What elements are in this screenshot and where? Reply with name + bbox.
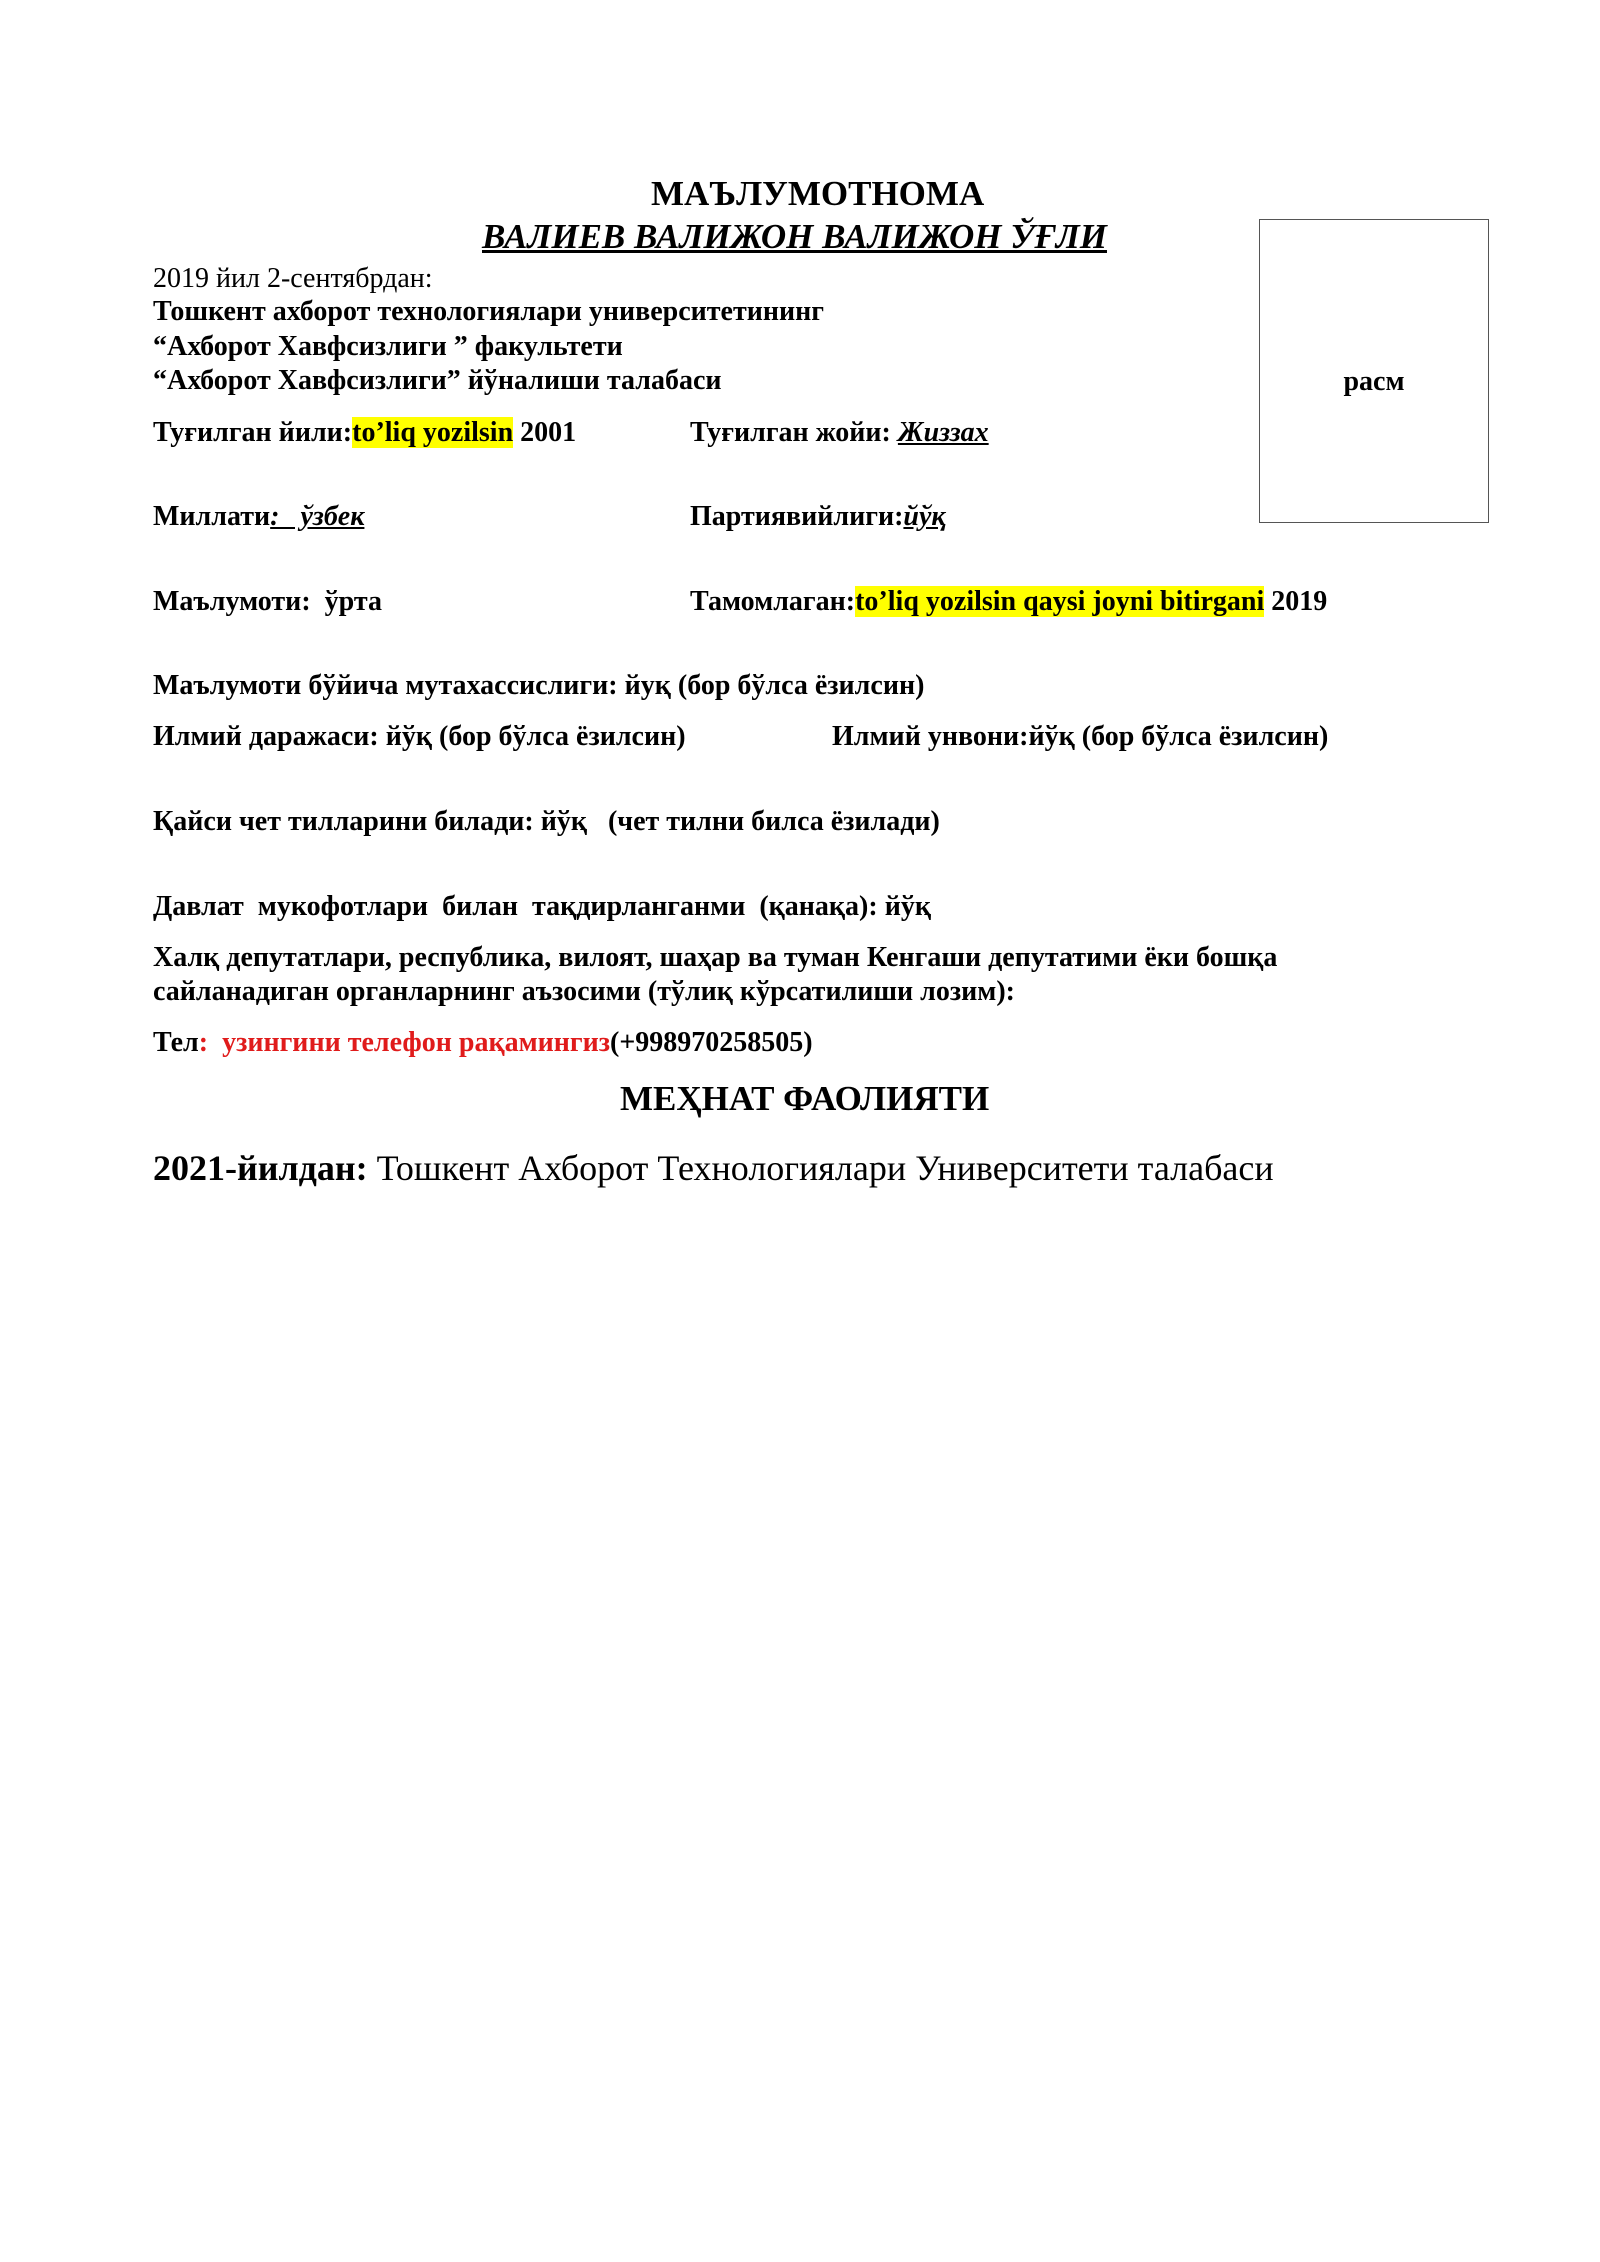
party-label: Партиявийлиги: — [690, 501, 904, 532]
deputy-line-1: Халқ депутатлари, республика, вилоят, шаҳар ва туман Кенгаши депутатими ёки бошқа — [153, 942, 1278, 973]
education-label: Маълумоти: — [153, 586, 325, 617]
party-value: йўқ — [903, 501, 946, 532]
languages-field: Қайси чет тилларини билади: йўқ (чет тилни билса ёзилади) — [153, 806, 940, 837]
work-entry-period: 2021-йилдан: — [153, 1148, 368, 1188]
photo-placeholder — [1259, 219, 1489, 523]
nationality-field — [153, 501, 364, 533]
phone-field — [153, 1027, 813, 1059]
faculty-line: “Ахборот Хавфсизлиги ” факультети — [153, 331, 623, 362]
graduated-field — [690, 586, 1327, 618]
birth-year-hint: to’liq yozilsin — [352, 417, 514, 448]
birth-year-field — [153, 417, 576, 449]
specialty-field: Маълумоти бўйича мутахассислиги: йуқ (бор бўлса ёзилсин) — [153, 670, 925, 701]
birth-place-field — [690, 417, 989, 449]
awards-field: Давлат мукофотлари билан тақдирланганми (қанақа): йўқ — [153, 891, 931, 922]
graduated-value: 2019 — [1264, 586, 1328, 617]
graduated-label: Тамомлаган: — [690, 586, 856, 617]
work-entry — [153, 1147, 1274, 1189]
work-entry-description: Тошкент Ахборот Технологиялари Университети талабаси — [367, 1148, 1274, 1188]
birth-place-value: Жиззах — [897, 417, 989, 448]
graduated-hint: to’liq yozilsin qaysi joyni bitirgani — [855, 586, 1265, 617]
direction-line: “Ахборот Хавфсизлиги” йўналиши талабаси — [153, 365, 722, 396]
since-date: 2019 йил 2-сентябрдан: — [153, 263, 433, 294]
nationality-value: : ўзбек — [270, 501, 365, 532]
work-heading: МЕҲНАТ ФАОЛИЯТИ — [620, 1079, 990, 1118]
degree-field: Илмий даражаси: йўқ (бор бўлса ёзилсин) — [153, 721, 686, 752]
phone-value: (+998970258505) — [610, 1027, 813, 1058]
nationality-label: Миллати — [153, 501, 271, 532]
deputy-line-2: сайланадиган органларнинг аъзосими (тўлиқ кўрсатилиши лозим): — [153, 976, 1015, 1007]
education-value: ўрта — [324, 586, 382, 617]
university-line: Тошкент ахборот технологиялари университетининг — [153, 296, 824, 327]
birth-year-label: Туғилган йили: — [153, 417, 353, 448]
photo-label: расм — [1343, 366, 1405, 397]
education-field — [153, 586, 382, 618]
title-rank-field: Илмий унвони:йўқ (бор бўлса ёзилсин) — [832, 721, 1329, 752]
document-title: МАЪЛУМОТНОМА — [651, 174, 985, 213]
party-field — [690, 501, 946, 533]
birth-place-label: Туғилган жойи: — [690, 417, 898, 448]
full-name: ВАЛИЕВ ВАЛИЖОН ВАЛИЖОН ЎҒЛИ — [482, 217, 1107, 256]
phone-hint: : узингини телефон рақамингиз — [198, 1027, 611, 1058]
phone-label: Тел — [153, 1027, 199, 1058]
birth-year-value: 2001 — [513, 417, 577, 448]
